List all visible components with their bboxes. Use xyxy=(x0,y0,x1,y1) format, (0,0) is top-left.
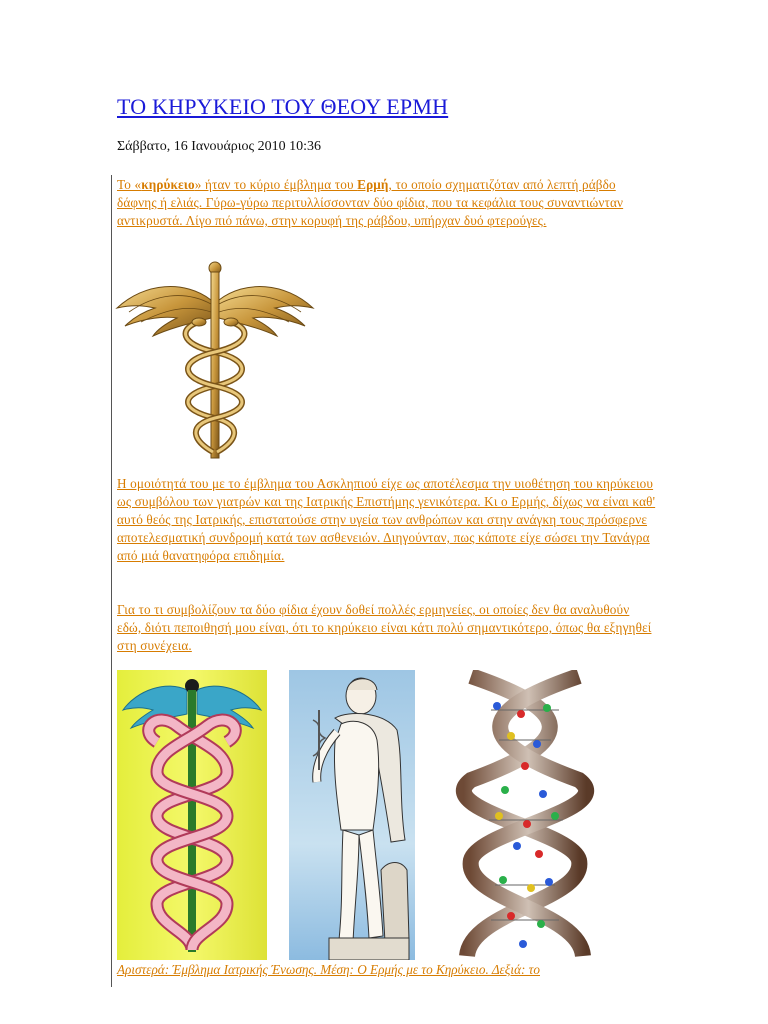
paragraph-1-name: Ερμή xyxy=(357,177,389,192)
paragraph-1-prefix: Το « xyxy=(117,177,142,192)
paragraph-1-term: κηρύκειο xyxy=(141,177,195,192)
article-title[interactable]: ΤΟ ΚΗΡΥΚΕΙΟ ΤΟΥ ΘΕΟΥ ΕΡΜΗ xyxy=(117,94,449,119)
paragraph-2[interactable]: Η ομοιότητά του με το έμβλημα του Ασκληπιού είχε ως αποτέλεσμα την υιοθέτηση του κηρύκειου ως συμβόλου των γιατρών και της Ιατρικής Επιστήμης γενικότερα. Κι ο Ερμής, δίχως να είναι καθ' αυτό θεός της Ιατρικής, επιστατούσε στην υγεία των ανθρώπων και στην ανάγκη τους πρόσφερνε αποτελεσματική συνδρομή κατά των ασθενειών. Διηγούνταν, πως κάποτε είχε σώσει την Τανάγρα από μιά θανατηφόρα επιδημία. xyxy=(117,476,656,563)
image-caption[interactable]: Αριστερά: Έμβλημα Ιατρικής Ένωσης. Μέση: Ο Ερμής με το Κηρύκειο. Δεξιά: το xyxy=(117,962,540,977)
paragraph-3[interactable]: Για το τι συμβολίζουν τα δύο φίδια έχουν δοθεί πολλές ερμηνείες, οι οποίες δεν θα αναλυθούν εδώ, διότι πεποιθησή μου είναι, ότι το κηρύκειο είναι κάτι πολύ σημαντικότερο, όπως θα εξηγηθεί στη συνέχεια. xyxy=(117,602,652,653)
article-date: Σάββατο, 16 Ιανουάριος 2010 10:36 xyxy=(117,139,321,154)
left-border-line xyxy=(111,175,112,987)
paragraph-1-rest: , το οποίο σχηματιζόταν από λεπτή ράβδο δάφνης ή ελιάς. Γύρω-γύρω περιτυλλίσσονταν δύο φίδια, που τα κεφάλια τους συναντιώνταν αντικρυστά. Λίγο πιό πάνω, στην κορυφή της ράβδου, υπήρχαν δυό φτερούγες. xyxy=(117,177,624,228)
hermes-statue-image xyxy=(289,670,415,960)
paragraph-1-middle: » ήταν το κύριο έμβλημα του xyxy=(194,177,358,192)
medical-emblem-image xyxy=(117,670,267,960)
caduceus-gold-illustration xyxy=(115,260,315,460)
paragraph-1[interactable] xyxy=(117,176,657,230)
dna-helix-image xyxy=(451,670,599,960)
